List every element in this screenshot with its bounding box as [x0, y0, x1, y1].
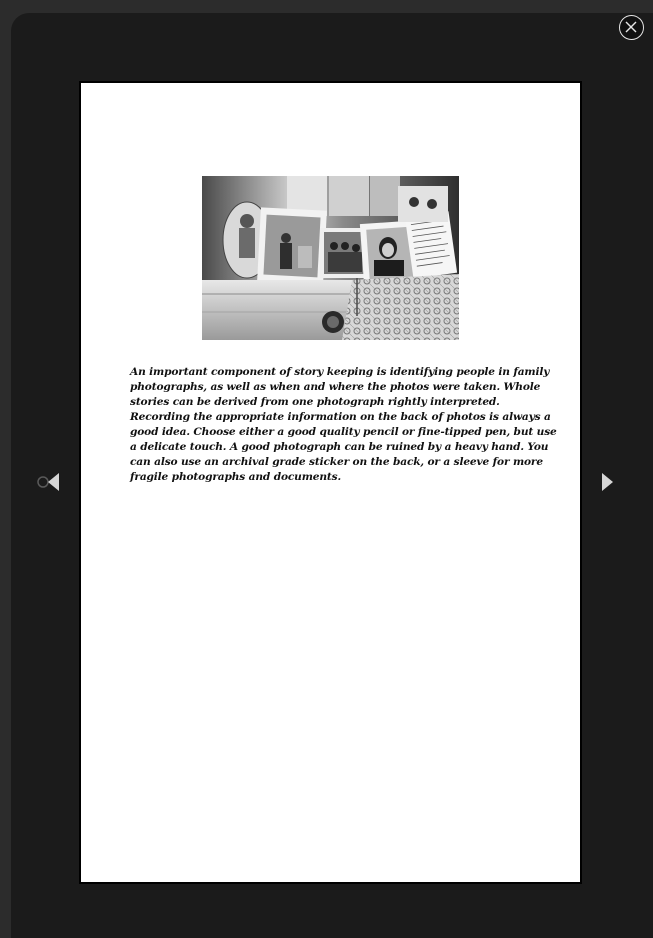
family-photographs-image [202, 176, 459, 340]
triangle-right-icon [602, 473, 613, 491]
page-caption: An important component of story keeping is identifying people in family photographs, as well as when and where the photos were taken. Whole stories can be derived from one photograph rightly interpreted. Recording the appropriate information on the back of photos is always a good idea. Choose either a good quality pencil or fine-tipped pen, but use a delicate touch. A good photograph can be ruined by a heavy hand. You can also use an archival grade sticker on the back, or a sleeve for more fragile photographs and documents. [130, 366, 557, 483]
triangle-left-icon [48, 473, 59, 491]
prev-page-button[interactable] [36, 470, 60, 494]
loading-spinner-icon [38, 477, 48, 487]
next-page-button[interactable] [596, 470, 620, 494]
document-page [79, 81, 582, 884]
close-icon [625, 21, 637, 33]
close-button[interactable] [619, 15, 644, 40]
